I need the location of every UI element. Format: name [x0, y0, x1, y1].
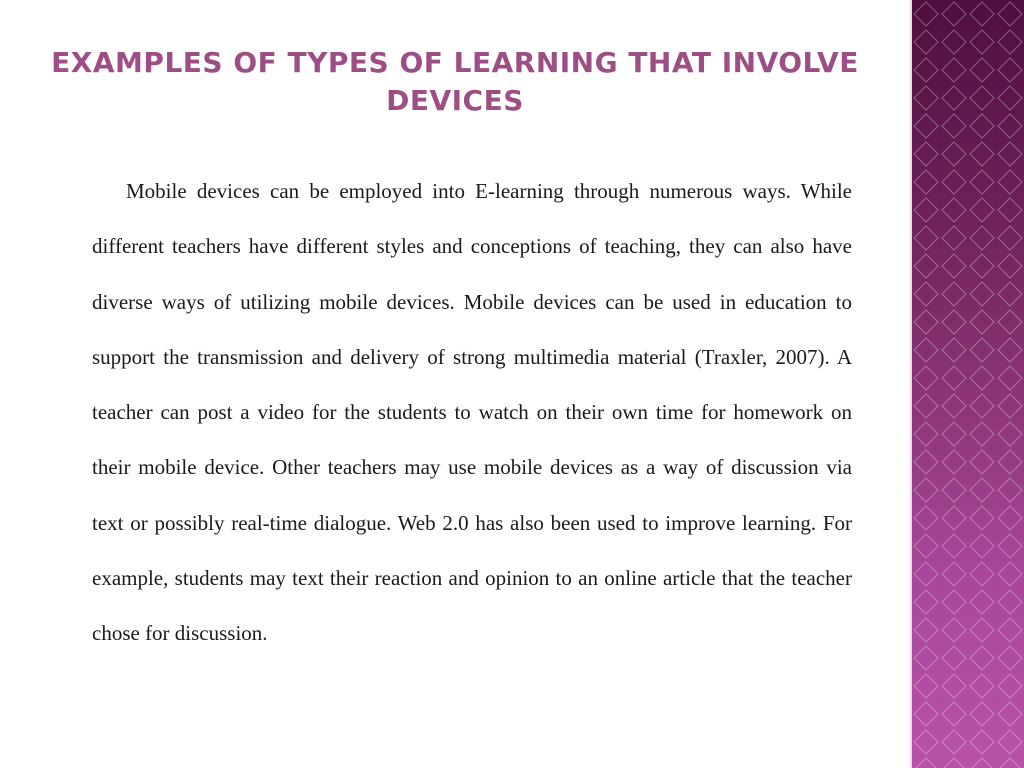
decorative-side-band — [912, 0, 1024, 768]
slide-body-paragraph: Mobile devices can be employed into E-learning through numerous ways. While different teachers have different styles and conceptions of teaching, they can also have diverse ways of utilizing mobile devices. Mobile devices can be used in education to support the transmission and delivery of strong multimedia material (Traxler, 2007). A teacher can post a video for the students to watch on their own time for homework on their mobile device. Other teachers may use mobile devices as a way of discussion via text or possibly real-time dialogue. Web 2.0 has also been used to improve learning. For example, students may text their reaction and opinion to an online article that the teacher chose for discussion. — [92, 179, 852, 646]
slide-title: EXAMPLES OF TYPES OF LEARNING THAT INVOLVE DEVICES — [51, 46, 859, 117]
diamond-pattern — [912, 0, 1024, 768]
